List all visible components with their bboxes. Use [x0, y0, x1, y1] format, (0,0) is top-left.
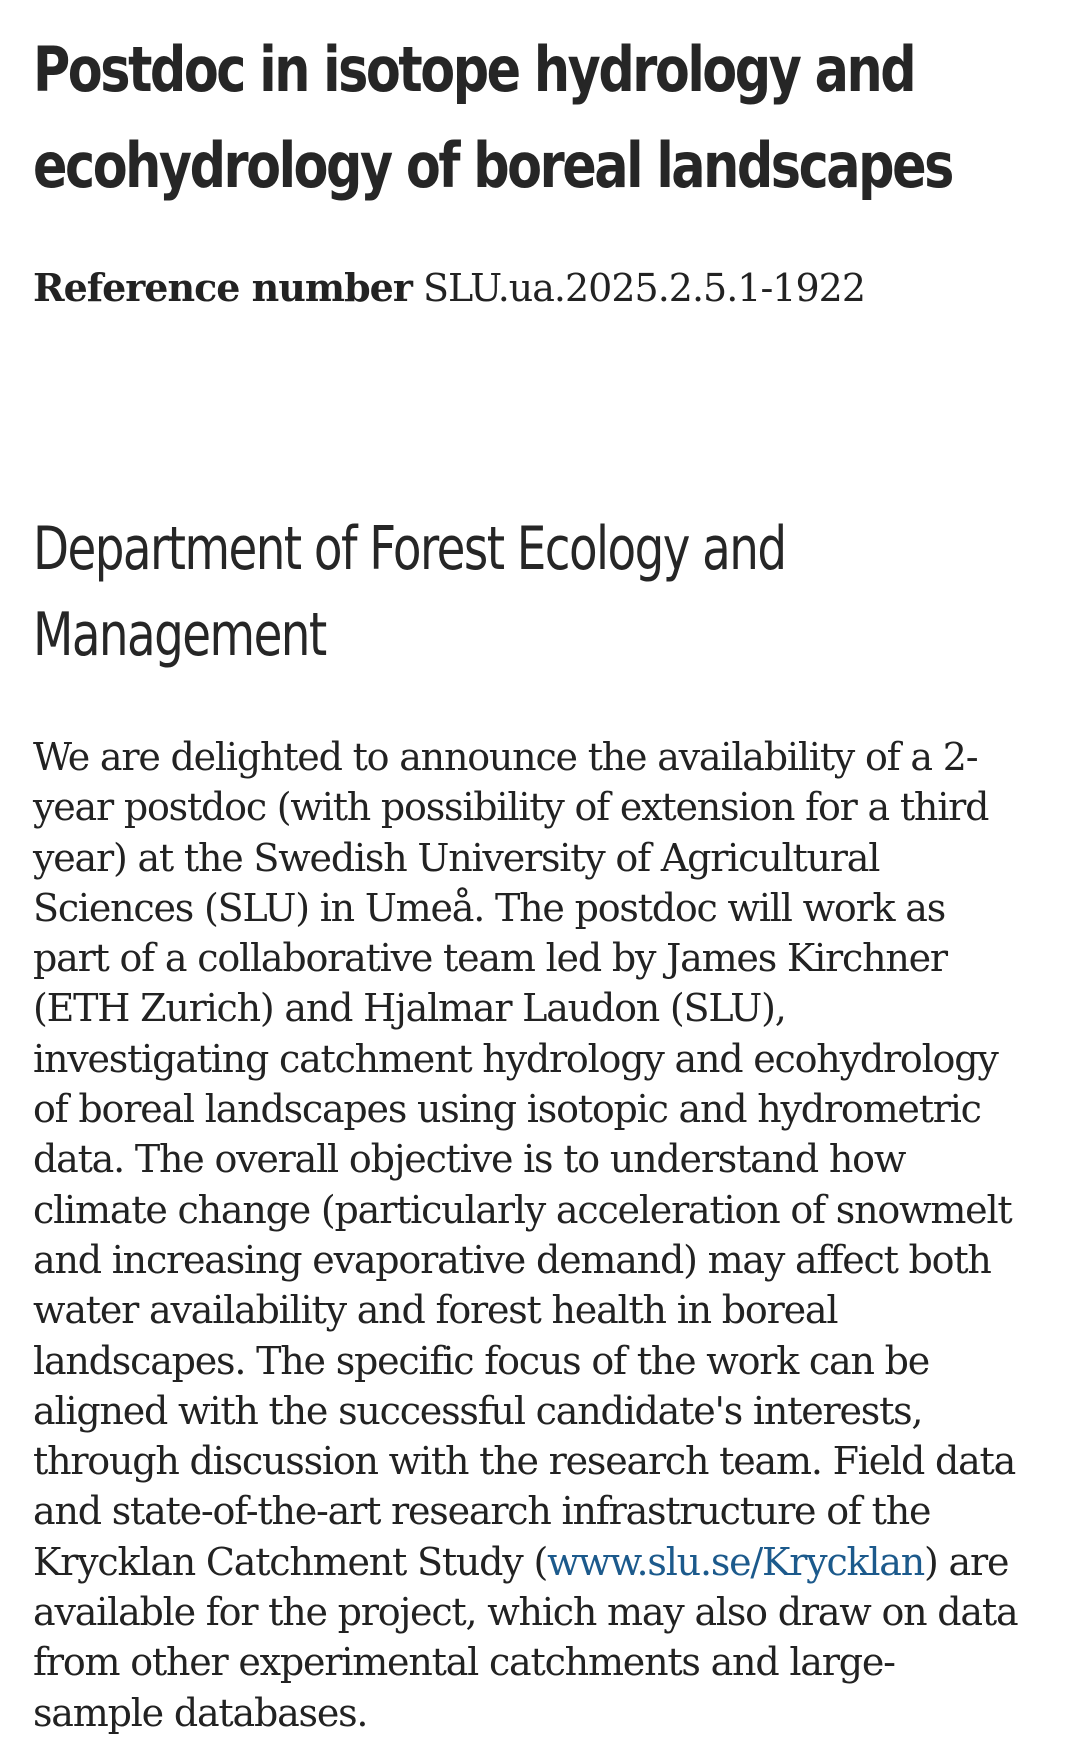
description-line: aligned with the successful candidate's interests,	[33, 1388, 923, 1433]
description-line: available for the project, which may also draw on data	[33, 1590, 1018, 1635]
department-line-1: Department of Forest Ecology and	[33, 514, 786, 584]
description-line: and increasing evaporative demand) may affect both	[33, 1237, 991, 1282]
description-line: part of a collaborative team led by James Kirchner	[33, 936, 947, 981]
description-line: year) at the Swedish University of Agricultural	[33, 835, 880, 880]
page-title-line-2: ecohydrology of boreal landscapes	[33, 129, 952, 202]
reference-label: Reference number	[33, 265, 412, 310]
description-line: Sciences (SLU) in Umeå. The postdoc will work as	[33, 885, 946, 930]
job-posting	[33, 0, 1053, 1738]
page-title-line-1: Postdoc in isotope hydrology and	[33, 33, 915, 106]
reference-value: SLU.ua.2025.2.5.1-1922	[422, 266, 866, 310]
description-line: of boreal landscapes using isotopic and hydrometric	[33, 1087, 981, 1132]
description-line: year postdoc (with possibility of extension for a third	[33, 785, 989, 830]
description-link-prefix: Krycklan Catchment Study (	[33, 1539, 548, 1584]
reference-number	[33, 264, 1053, 312]
description-line: investigating catchment hydrology and ecohydrology	[33, 1036, 998, 1081]
page-title	[33, 0, 1017, 214]
description-line: water availability and forest health in boreal	[33, 1288, 838, 1333]
description-line: (ETH Zurich) and Hjalmar Laudon (SLU),	[33, 986, 786, 1031]
description-line: through discussion with the research team. Field data	[33, 1439, 1016, 1484]
description-line: sample databases.	[33, 1690, 368, 1735]
department-heading	[33, 506, 969, 678]
krycklan-link[interactable]: www.slu.se/Krycklan	[547, 1539, 925, 1584]
job-description	[33, 732, 1053, 1738]
description-line: and state-of-the-art research infrastructure of the	[33, 1489, 931, 1534]
description-line: landscapes. The specific focus of the work can be	[33, 1338, 930, 1383]
description-line: from other experimental catchments and large-	[33, 1640, 895, 1685]
description-line: climate change (particularly acceleration of snowmelt	[33, 1187, 1012, 1232]
description-line: We are delighted to announce the availability of a 2-	[33, 735, 978, 779]
description-line: data. The overall objective is to understand how	[33, 1137, 906, 1182]
description-link-suffix: ) are	[924, 1539, 1009, 1584]
department-line-2: Management	[33, 600, 326, 670]
